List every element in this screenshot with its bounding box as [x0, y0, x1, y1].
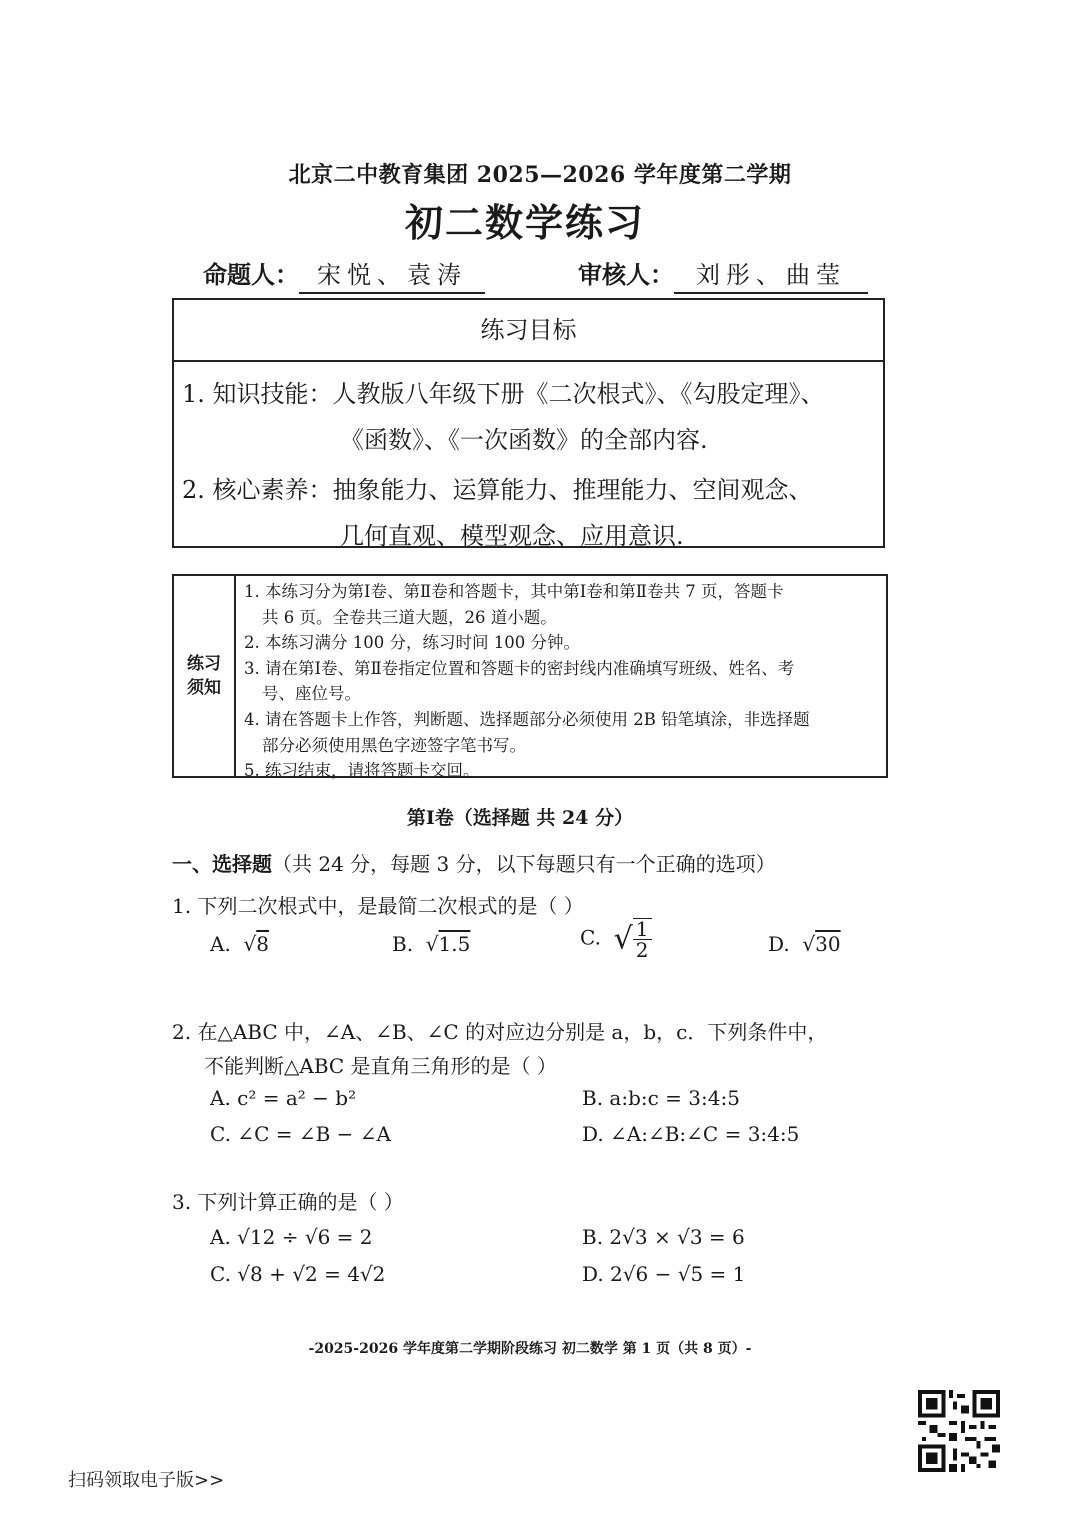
part-heading [172, 848, 776, 877]
notice-item: 4. 请在答题卡上作答，判断题、选择题部分必须使用 2B 铅笔填涂，非选择题 [244, 709, 810, 729]
notice-box [172, 574, 888, 781]
q1-option-a-radicand: 8 [256, 932, 270, 956]
goal-line-1: 1. 知识技能：人教版八年级下册《二次根式》、《勾股定理》、 [182, 380, 825, 408]
q2-option-b: B. a:b:c = 3:4:5 [582, 1086, 740, 1110]
goal-line-3: 2. 核心素养：抽象能力、运算能力、推理能力、空间观念、 [182, 476, 813, 504]
q1-option-c-fraction [633, 918, 652, 960]
notice-items [244, 579, 884, 784]
notice-item: 1. 本练习分为第Ⅰ卷、第Ⅱ卷和答题卡，其中第Ⅰ卷和第Ⅱ卷共 7 页，答题卡 [244, 582, 784, 601]
q3-option-c: C. √8 + √2 = 4√2 [210, 1262, 386, 1286]
notice-label-line2: 须知 [187, 678, 221, 698]
reviewer-names: 刘彤、曲莹 [674, 255, 868, 294]
question-2-stem-line2: 不能判断△ABC 是直角三角形的是（ ） [204, 1054, 557, 1078]
q1-option-b-radicand: 1.5 [438, 932, 471, 956]
part-desc: （共 24 分，每题 3 分，以下每题只有一个正确的选项） [272, 852, 776, 876]
q2-option-c: C. ∠C = ∠B − ∠A [210, 1122, 391, 1146]
goal-line-2: 《函数》、《一次函数》的全部内容. [340, 426, 708, 454]
author-block [203, 255, 485, 294]
reviewer-block [578, 255, 868, 294]
q1-option-d: D. √30 [768, 932, 841, 956]
page-title: 初二数学练习 [404, 200, 645, 245]
goals-box [172, 298, 885, 548]
part-label: 一、选择题 [172, 852, 272, 876]
author-names: 宋悦、袁涛 [299, 255, 485, 294]
q1-option-a: A. √8 [210, 932, 270, 956]
notice-item: 部分必须使用黑色字迹签字笔书写。 [262, 735, 526, 755]
reviewer-label: 审核人： [578, 260, 674, 289]
page-footer: -2025-2026 学年度第二学期阶段练习 初二数学 第 1 页（共 8 页）- [308, 1341, 752, 1357]
goal-line-4: 几何直观、模型观念、应用意识. [340, 522, 684, 550]
q2-option-a: A. c² = a² − b² [210, 1086, 357, 1110]
notice-item: 共 6 页。全卷共三道大题，26 道小题。 [262, 607, 557, 627]
q1-option-d-radicand: 30 [815, 932, 841, 956]
question-1-stem: 1. 下列二次根式中，是最简二次根式的是（ ） [172, 894, 584, 918]
q2-option-d: D. ∠A:∠B:∠C = 3:4:5 [582, 1122, 800, 1146]
q1-option-b-label: B. [392, 932, 414, 956]
q1-option-a-label: A. [210, 932, 231, 956]
question-3-stem: 3. 下列计算正确的是（ ） [172, 1190, 404, 1214]
question-2-stem-line1: 2. 在△ABC 中，∠A、∠B、∠C 的对应边分别是 a，b，c．下列条件中， [172, 1020, 828, 1044]
goals-heading: 练习目标 [174, 300, 883, 362]
notice-item: 号、座位号。 [262, 684, 361, 704]
notice-item: 3. 请在第Ⅰ卷、第Ⅱ卷指定位置和答题卡的密封线内准确填写班级、姓名、考 [244, 658, 795, 678]
q3-option-a: A. √12 ÷ √6 = 2 [210, 1225, 373, 1249]
notice-label [174, 576, 236, 776]
q1-option-c: C. √ $\frac{1}{2}$ [580, 918, 652, 960]
notice-item: 5. 练习结束，请将答题卡交回。 [244, 761, 480, 781]
notice-label-line1: 练习 [187, 654, 221, 674]
q1-option-b: B. √1.5 [392, 932, 471, 956]
section-title: 第Ⅰ卷（选择题 共 24 分） [406, 807, 634, 829]
scan-cta-text[interactable]: 扫码领取电子版>> [68, 1470, 225, 1491]
q1-option-c-denominator: 2 [635, 938, 649, 962]
q1-option-c-numerator: 1 [633, 919, 652, 940]
author-label: 命题人： [203, 260, 299, 289]
q1-option-d-label: D. [768, 932, 790, 956]
q1-option-c-label: C. [580, 925, 601, 950]
qr-code-icon[interactable] [918, 1390, 1000, 1472]
q3-option-d: D. 2√6 − √5 = 1 [582, 1262, 746, 1286]
q3-option-b: B. 2√3 × √3 = 6 [582, 1225, 745, 1249]
school-line: 北京二中教育集团 2025—2026 学年度第二学期 [288, 162, 792, 188]
notice-item: 2. 本练习满分 100 分，练习时间 100 分钟。 [244, 633, 580, 653]
